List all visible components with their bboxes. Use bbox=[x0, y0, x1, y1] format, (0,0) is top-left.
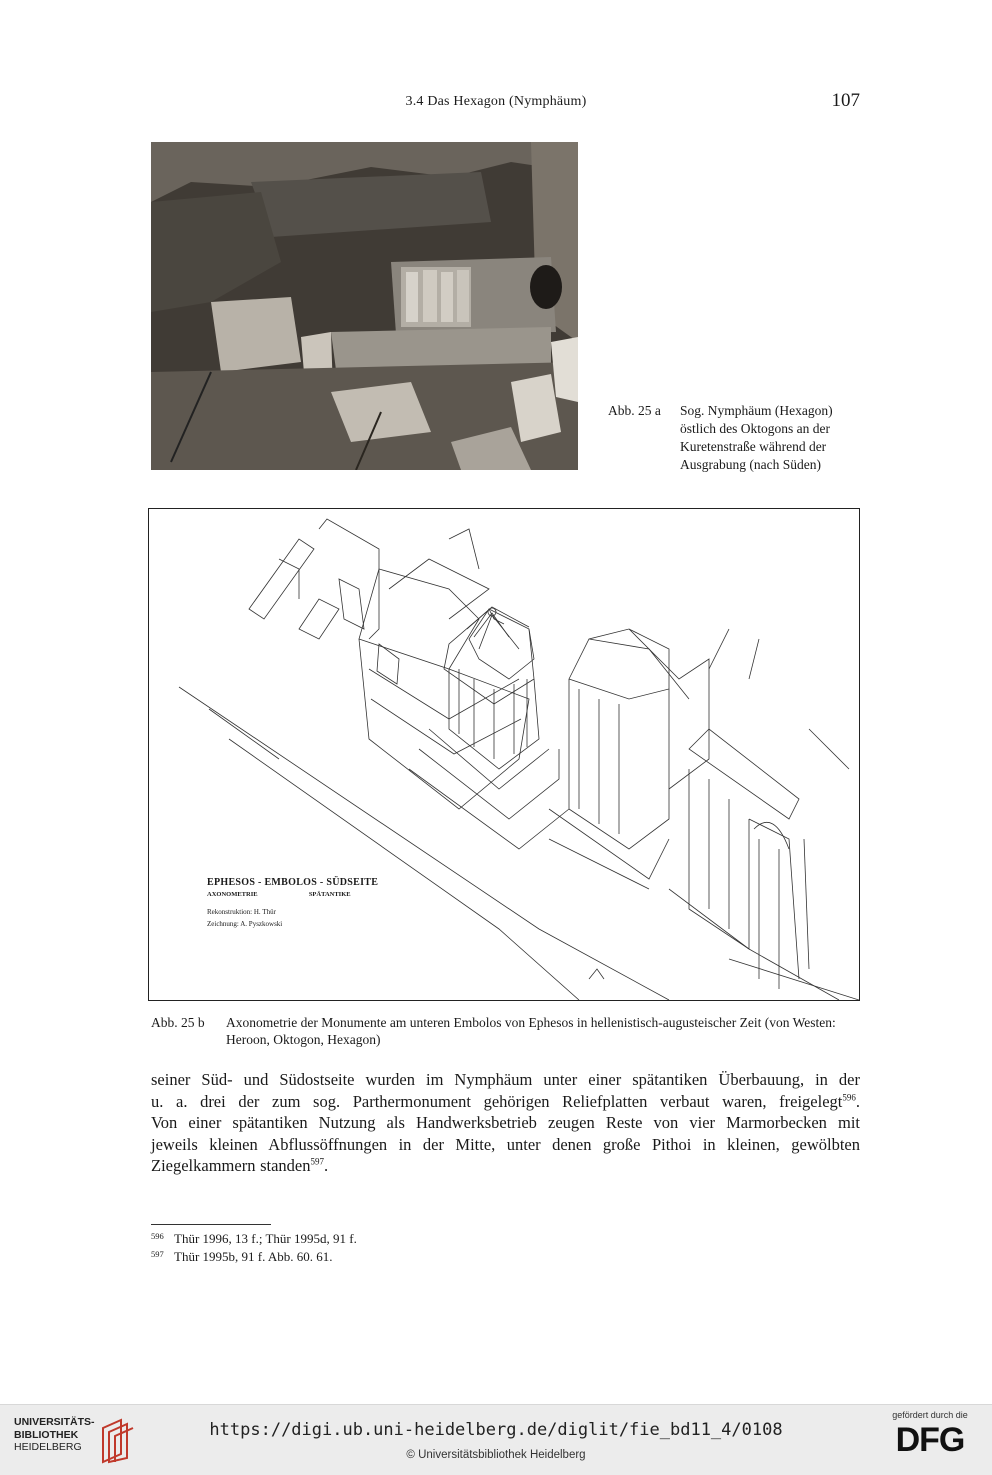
caption-a-line: östlich des Oktogons an der bbox=[680, 421, 830, 436]
footnote-text: Thür 1995b, 91 f. Abb. 60. 61. bbox=[174, 1249, 333, 1264]
figure-b-label: Abb. 25 b bbox=[151, 1015, 205, 1030]
drawing-credit-drawing: Zeichnung: A. Pyszkowski bbox=[207, 920, 283, 928]
body-line: Von einer spätantiken Nutzung als Handwerksbetrieb zeugen Reste von vier Marmorbecken mit bbox=[151, 1113, 860, 1132]
library-name-line: HEIDELBERG bbox=[14, 1441, 82, 1453]
drawing-credit-reconstruction: Rekonstruktion: H. Thür bbox=[207, 908, 276, 916]
page-url-link[interactable]: https://digi.ub.uni-heidelberg.de/diglit/fie_bd11_4/0108 bbox=[209, 1420, 783, 1440]
caption-a-line: Sog. Nymphäum (Hexagon) bbox=[680, 403, 833, 418]
drawing-subtitle-left: AXONOMETRIE bbox=[207, 891, 258, 898]
drawing-title: EPHESOS - EMBOLOS - SÜDSEITE bbox=[207, 877, 379, 888]
dfg-wordmark: DFG bbox=[895, 1421, 965, 1459]
footnote-divider bbox=[151, 1224, 271, 1225]
library-name-line: BIBLIOTHEK bbox=[14, 1428, 79, 1441]
excavation-photo-image bbox=[151, 142, 578, 470]
body-line: seiner Süd- und Südostseite wurden im Nymphäum unter einer spätantiken Überbauung, in der bbox=[151, 1070, 860, 1089]
body-line: jeweils kleinen Abflussöffnungen in der Mitte, unter denen große Pithoi in kleinen, gewölbten bbox=[151, 1134, 860, 1154]
library-name-line: UNIVERSITÄTS- bbox=[14, 1416, 95, 1428]
footnote-number: 596 bbox=[151, 1231, 164, 1241]
figure-a-caption-text bbox=[680, 402, 870, 474]
axonometric-drawing bbox=[148, 508, 860, 1001]
footnote-ref-596[interactable]: 596 bbox=[842, 1092, 856, 1102]
body-line-text: Ziegelkammern standen bbox=[151, 1156, 311, 1175]
caption-a-line: Kuretenstraße während der bbox=[680, 439, 827, 454]
body-line-period: . bbox=[323, 1156, 329, 1175]
figure-b-caption-text: Axonometrie der Monumente am unteren Embolos von Ephesos in hellenistisch-augusteischer Zeit (von Westen: Heroon, Oktogon, Hexagon) bbox=[226, 1015, 836, 1047]
copyright-notice: © Universitätsbibliothek Heidelberg bbox=[406, 1449, 586, 1461]
footnote-ref-597[interactable]: 597 bbox=[310, 1156, 324, 1167]
excavation-photo bbox=[151, 142, 578, 470]
drawing-subtitle-right: SPÄTANTIKE bbox=[308, 891, 351, 898]
body-paragraph bbox=[151, 1069, 860, 1177]
dfg-logo[interactable] bbox=[880, 1410, 980, 1460]
dfg-sponsor-note: gefördert durch die bbox=[892, 1410, 968, 1420]
body-line-text: u. a. drei der zum sog. Parthermonument gehörigen Reliefplatten verbaut waren, freigelegt bbox=[151, 1091, 843, 1111]
body-line bbox=[151, 1091, 860, 1113]
figure-a-label: Abb. 25 a bbox=[608, 403, 661, 418]
footnote-text: Thür 1996, 13 f.; Thür 1995d, 91 f. bbox=[174, 1231, 357, 1246]
drawing-subtitle bbox=[207, 891, 378, 898]
footnote-number: 597 bbox=[151, 1249, 164, 1259]
drawing-title-block bbox=[207, 877, 378, 928]
page-number: 107 bbox=[831, 90, 860, 111]
caption-a-line: Ausgrabung (nach Süden) bbox=[680, 457, 821, 472]
running-head: 3.4 Das Hexagon (Nymphäum) bbox=[405, 94, 587, 109]
body-line bbox=[151, 1155, 860, 1177]
body-line-period: . bbox=[855, 1091, 860, 1111]
